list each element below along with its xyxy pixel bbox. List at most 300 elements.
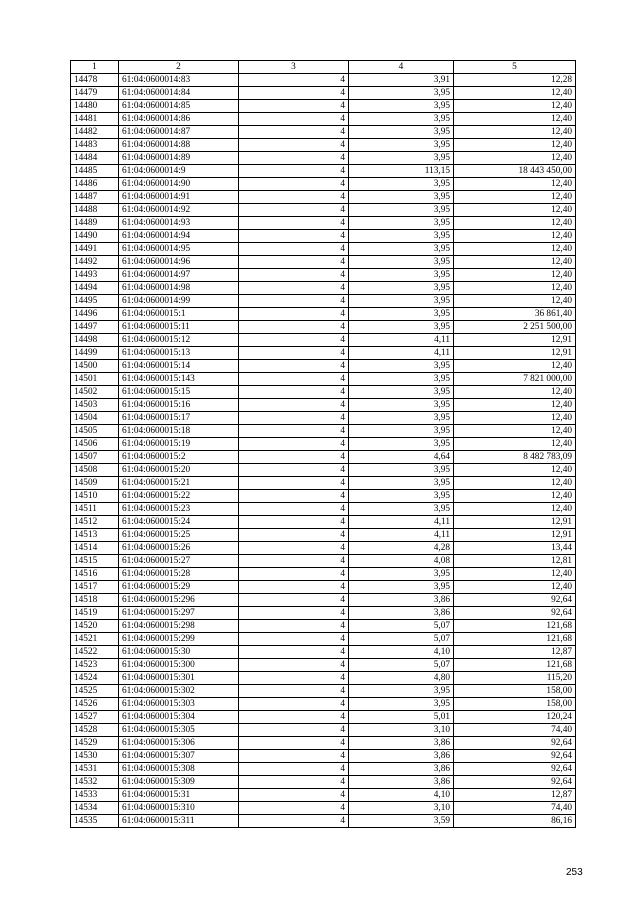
table-cell: 12,40: [454, 100, 576, 113]
table-cell: 3,59: [349, 815, 454, 828]
table-cell: 3,95: [349, 139, 454, 152]
table-row: [71, 126, 576, 139]
table-cell: 4: [239, 503, 349, 516]
table-cell: 4: [239, 256, 349, 269]
table-row: [71, 425, 576, 438]
table-cell: 3,95: [349, 282, 454, 295]
table-cell: 12,91: [454, 347, 576, 360]
table-row: [71, 633, 576, 646]
table-cell: 12,40: [454, 477, 576, 490]
table-row: [71, 347, 576, 360]
table-cell: 61:04:0600015:16: [119, 399, 239, 412]
table-row: [71, 698, 576, 711]
table-body: [71, 74, 576, 828]
column-header: 3: [239, 61, 349, 74]
table-cell: 121,68: [454, 659, 576, 672]
table-row: [71, 802, 576, 815]
table-cell: 4: [239, 802, 349, 815]
table-cell: 92,64: [454, 750, 576, 763]
table-row: [71, 620, 576, 633]
table-cell: 3,95: [349, 243, 454, 256]
table-cell: 14482: [71, 126, 119, 139]
table-cell: 61:04:0600015:25: [119, 529, 239, 542]
table-cell: 61:04:0600015:311: [119, 815, 239, 828]
table-cell: 14507: [71, 451, 119, 464]
table-cell: 4: [239, 516, 349, 529]
table-cell: 4: [239, 477, 349, 490]
table-cell: 14519: [71, 607, 119, 620]
table-cell: 3,95: [349, 256, 454, 269]
table-cell: 14493: [71, 269, 119, 282]
table-cell: 14534: [71, 802, 119, 815]
table-cell: 61:04:0600015:299: [119, 633, 239, 646]
table-cell: 4: [239, 126, 349, 139]
table-cell: 4: [239, 282, 349, 295]
table-cell: 61:04:0600015:20: [119, 464, 239, 477]
table-cell: 113,15: [349, 165, 454, 178]
table-cell: 13,44: [454, 542, 576, 555]
table-row: [71, 282, 576, 295]
table-cell: 3,95: [349, 321, 454, 334]
table-cell: 12,40: [454, 191, 576, 204]
table-cell: 120,24: [454, 711, 576, 724]
table-cell: 14500: [71, 360, 119, 373]
table-cell: 12,40: [454, 295, 576, 308]
table-cell: 61:04:0600015:21: [119, 477, 239, 490]
column-header: 1: [71, 61, 119, 74]
table-cell: 61:04:0600015:17: [119, 412, 239, 425]
table-cell: 14520: [71, 620, 119, 633]
table-cell: 14524: [71, 672, 119, 685]
table-cell: 61:04:0600014:85: [119, 100, 239, 113]
table-row: [71, 373, 576, 386]
table-cell: 4: [239, 113, 349, 126]
table-cell: 61:04:0600015:31: [119, 789, 239, 802]
table-row: [71, 178, 576, 191]
table-cell: 4: [239, 165, 349, 178]
table-row: [71, 750, 576, 763]
table-cell: 61:04:0600015:15: [119, 386, 239, 399]
table-cell: 3,95: [349, 230, 454, 243]
table-cell: 61:04:0600015:18: [119, 425, 239, 438]
table-cell: 3,10: [349, 724, 454, 737]
table-cell: 4: [239, 295, 349, 308]
table-row: [71, 815, 576, 828]
table-cell: 14490: [71, 230, 119, 243]
table-cell: 3,86: [349, 763, 454, 776]
table-cell: 61:04:0600014:83: [119, 74, 239, 87]
table-row: [71, 204, 576, 217]
table-cell: 61:04:0600015:306: [119, 737, 239, 750]
table-cell: 4: [239, 152, 349, 165]
table-cell: 12,40: [454, 204, 576, 217]
table-cell: 12,40: [454, 399, 576, 412]
table-cell: 14530: [71, 750, 119, 763]
table-cell: 4: [239, 633, 349, 646]
table-cell: 8 482 783,09: [454, 451, 576, 464]
table-cell: 61:04:0600015:310: [119, 802, 239, 815]
table-cell: 4: [239, 217, 349, 230]
table-cell: 4: [239, 87, 349, 100]
table-cell: 61:04:0600014:97: [119, 269, 239, 282]
table-row: [71, 113, 576, 126]
table-cell: 12,91: [454, 529, 576, 542]
table-cell: 4: [239, 243, 349, 256]
table-row: [71, 581, 576, 594]
table-cell: 14529: [71, 737, 119, 750]
table-cell: 4: [239, 529, 349, 542]
table-cell: 3,95: [349, 360, 454, 373]
table-cell: 5,07: [349, 633, 454, 646]
table-row: [71, 503, 576, 516]
table-cell: 3,95: [349, 438, 454, 451]
table-cell: 3,95: [349, 568, 454, 581]
table-cell: 14511: [71, 503, 119, 516]
table-cell: 14501: [71, 373, 119, 386]
table-cell: 61:04:0600015:297: [119, 607, 239, 620]
table-cell: 61:04:0600015:24: [119, 516, 239, 529]
table-row: [71, 711, 576, 724]
table-cell: 61:04:0600014:92: [119, 204, 239, 217]
table-cell: 14488: [71, 204, 119, 217]
table-cell: 4: [239, 360, 349, 373]
table-cell: 3,95: [349, 399, 454, 412]
table-cell: 61:04:0600015:308: [119, 763, 239, 776]
table-cell: 4,08: [349, 555, 454, 568]
table-cell: 3,95: [349, 191, 454, 204]
table-row: [71, 230, 576, 243]
table-cell: 14503: [71, 399, 119, 412]
table-cell: 4,80: [349, 672, 454, 685]
table-row: [71, 607, 576, 620]
table-cell: 61:04:0600014:98: [119, 282, 239, 295]
table-cell: 12,91: [454, 334, 576, 347]
table-cell: 61:04:0600015:301: [119, 672, 239, 685]
column-header: 5: [454, 61, 576, 74]
table-cell: 61:04:0600014:84: [119, 87, 239, 100]
table-row: [71, 74, 576, 87]
table-cell: 4: [239, 789, 349, 802]
table-cell: 3,95: [349, 100, 454, 113]
table-cell: 4: [239, 659, 349, 672]
table-cell: 3,95: [349, 386, 454, 399]
table-cell: 3,95: [349, 464, 454, 477]
table-cell: 14513: [71, 529, 119, 542]
table-cell: 14478: [71, 74, 119, 87]
table-cell: 61:04:0600014:87: [119, 126, 239, 139]
table-cell: 4: [239, 776, 349, 789]
table-cell: 4: [239, 178, 349, 191]
table-cell: 14516: [71, 568, 119, 581]
table-cell: 61:04:0600015:13: [119, 347, 239, 360]
table-cell: 4: [239, 685, 349, 698]
table-cell: 61:04:0600015:296: [119, 594, 239, 607]
table-cell: 115,20: [454, 672, 576, 685]
table-cell: 4: [239, 815, 349, 828]
column-header: 4: [349, 61, 454, 74]
table-cell: 4: [239, 230, 349, 243]
table-cell: 3,95: [349, 685, 454, 698]
table-row: [71, 295, 576, 308]
table-cell: 12,40: [454, 87, 576, 100]
table-cell: 12,40: [454, 386, 576, 399]
table-cell: 14515: [71, 555, 119, 568]
table-row: [71, 490, 576, 503]
table-cell: 92,64: [454, 737, 576, 750]
table-cell: 18 443 450,00: [454, 165, 576, 178]
table-row: [71, 555, 576, 568]
table-cell: 4: [239, 464, 349, 477]
table-cell: 12,87: [454, 789, 576, 802]
table-cell: 4: [239, 672, 349, 685]
table-cell: 61:04:0600015:300: [119, 659, 239, 672]
table-cell: 61:04:0600014:99: [119, 295, 239, 308]
table-cell: 14504: [71, 412, 119, 425]
table-cell: 12,40: [454, 256, 576, 269]
table-row: [71, 646, 576, 659]
table-row: [71, 256, 576, 269]
table-cell: 12,40: [454, 425, 576, 438]
table-cell: 74,40: [454, 724, 576, 737]
table-cell: 61:04:0600014:94: [119, 230, 239, 243]
table-cell: 5,07: [349, 659, 454, 672]
table-cell: 12,40: [454, 139, 576, 152]
table-cell: 14509: [71, 477, 119, 490]
table-cell: 4,11: [349, 529, 454, 542]
table-cell: 12,40: [454, 269, 576, 282]
table-cell: 61:04:0600015:12: [119, 334, 239, 347]
table-row: [71, 789, 576, 802]
table-cell: 14523: [71, 659, 119, 672]
table-cell: 3,10: [349, 802, 454, 815]
table-cell: 14492: [71, 256, 119, 269]
table-cell: 14480: [71, 100, 119, 113]
table-cell: 12,87: [454, 646, 576, 659]
table-cell: 14531: [71, 763, 119, 776]
table-cell: 14506: [71, 438, 119, 451]
table-cell: 4: [239, 334, 349, 347]
table-cell: 4: [239, 750, 349, 763]
table-row: [71, 724, 576, 737]
table-row: [71, 308, 576, 321]
table-cell: 14487: [71, 191, 119, 204]
table-cell: 3,95: [349, 295, 454, 308]
table-cell: 92,64: [454, 607, 576, 620]
table-row: [71, 100, 576, 113]
table-cell: 4: [239, 269, 349, 282]
table-cell: 3,86: [349, 594, 454, 607]
table-cell: 12,40: [454, 113, 576, 126]
table-cell: 14495: [71, 295, 119, 308]
table-cell: 4: [239, 412, 349, 425]
table-cell: 3,95: [349, 412, 454, 425]
table-cell: 14528: [71, 724, 119, 737]
table-cell: 12,40: [454, 178, 576, 191]
table-header-row: [71, 61, 576, 74]
table-cell: 12,40: [454, 152, 576, 165]
table-cell: 4,64: [349, 451, 454, 464]
table-row: [71, 139, 576, 152]
table-cell: 3,95: [349, 308, 454, 321]
table-cell: 61:04:0600015:298: [119, 620, 239, 633]
table-cell: 5,07: [349, 620, 454, 633]
table-cell: 3,95: [349, 581, 454, 594]
table-row: [71, 269, 576, 282]
table-cell: 61:04:0600015:143: [119, 373, 239, 386]
table-cell: 4: [239, 737, 349, 750]
table-cell: 61:04:0600015:304: [119, 711, 239, 724]
table-cell: 4: [239, 763, 349, 776]
table-cell: 14526: [71, 698, 119, 711]
table-cell: 4,11: [349, 347, 454, 360]
table-cell: 61:04:0600015:302: [119, 685, 239, 698]
table-cell: 158,00: [454, 698, 576, 711]
table-cell: 61:04:0600015:307: [119, 750, 239, 763]
table-row: [71, 360, 576, 373]
table-cell: 12,40: [454, 282, 576, 295]
table-cell: 12,40: [454, 581, 576, 594]
table-row: [71, 165, 576, 178]
table-row: [71, 243, 576, 256]
table-cell: 92,64: [454, 763, 576, 776]
table-cell: 61:04:0600015:303: [119, 698, 239, 711]
table-cell: 14510: [71, 490, 119, 503]
table-cell: 12,40: [454, 230, 576, 243]
table-cell: 61:04:0600014:88: [119, 139, 239, 152]
table-cell: 14527: [71, 711, 119, 724]
data-table: [70, 60, 576, 828]
table-row: [71, 191, 576, 204]
table-cell: 14486: [71, 178, 119, 191]
table-row: [71, 451, 576, 464]
table-cell: 14533: [71, 789, 119, 802]
table-cell: 3,95: [349, 490, 454, 503]
table-cell: 3,86: [349, 776, 454, 789]
table-cell: 4: [239, 698, 349, 711]
table-cell: 3,95: [349, 217, 454, 230]
table-row: [71, 529, 576, 542]
table-cell: 12,40: [454, 126, 576, 139]
table-cell: 12,40: [454, 568, 576, 581]
table-cell: 61:04:0600014:96: [119, 256, 239, 269]
table-cell: 12,81: [454, 555, 576, 568]
table-cell: 3,95: [349, 113, 454, 126]
table-cell: 4: [239, 581, 349, 594]
table-cell: 7 821 000,00: [454, 373, 576, 386]
table-cell: 12,28: [454, 74, 576, 87]
table-cell: 121,68: [454, 620, 576, 633]
table-cell: 4: [239, 425, 349, 438]
table-cell: 5,01: [349, 711, 454, 724]
table-cell: 14525: [71, 685, 119, 698]
table-cell: 3,95: [349, 503, 454, 516]
table-cell: 3,95: [349, 269, 454, 282]
table-cell: 92,64: [454, 776, 576, 789]
table-cell: 14508: [71, 464, 119, 477]
table-cell: 4: [239, 724, 349, 737]
table-cell: 14502: [71, 386, 119, 399]
table-cell: 61:04:0600015:22: [119, 490, 239, 503]
table-cell: 3,86: [349, 737, 454, 750]
table-cell: 14485: [71, 165, 119, 178]
table-cell: 4: [239, 321, 349, 334]
table-cell: 61:04:0600014:95: [119, 243, 239, 256]
table-cell: 61:04:0600015:11: [119, 321, 239, 334]
table-cell: 3,91: [349, 74, 454, 87]
table-row: [71, 776, 576, 789]
table-cell: 121,68: [454, 633, 576, 646]
table-cell: 12,40: [454, 360, 576, 373]
table-cell: 14517: [71, 581, 119, 594]
table-row: [71, 672, 576, 685]
table-cell: 14518: [71, 594, 119, 607]
table-cell: 14483: [71, 139, 119, 152]
table-cell: 4: [239, 711, 349, 724]
table-cell: 61:04:0600015:28: [119, 568, 239, 581]
table-cell: 2 251 500,00: [454, 321, 576, 334]
table-cell: 4,10: [349, 646, 454, 659]
table-cell: 4,11: [349, 334, 454, 347]
table-cell: 14522: [71, 646, 119, 659]
table-cell: 12,40: [454, 503, 576, 516]
table-cell: 4: [239, 568, 349, 581]
table-cell: 4: [239, 308, 349, 321]
table-cell: 61:04:0600015:23: [119, 503, 239, 516]
table-row: [71, 594, 576, 607]
table-cell: 158,00: [454, 685, 576, 698]
table-cell: 4: [239, 620, 349, 633]
table-cell: 4: [239, 74, 349, 87]
table-cell: 14505: [71, 425, 119, 438]
table-row: [71, 685, 576, 698]
table-cell: 61:04:0600014:86: [119, 113, 239, 126]
table-cell: 14512: [71, 516, 119, 529]
table-cell: 4: [239, 139, 349, 152]
table-cell: 3,86: [349, 750, 454, 763]
table-cell: 14497: [71, 321, 119, 334]
table-cell: 61:04:0600015:2: [119, 451, 239, 464]
table-cell: 86,16: [454, 815, 576, 828]
table-cell: 61:04:0600014:89: [119, 152, 239, 165]
table-cell: 14514: [71, 542, 119, 555]
table-cell: 61:04:0600015:19: [119, 438, 239, 451]
table-row: [71, 321, 576, 334]
table-row: [71, 568, 576, 581]
table-cell: 61:04:0600015:14: [119, 360, 239, 373]
table-cell: 61:04:0600014:93: [119, 217, 239, 230]
table-cell: 12,40: [454, 412, 576, 425]
table-cell: 14532: [71, 776, 119, 789]
table-cell: 3,86: [349, 607, 454, 620]
table-cell: 61:04:0600014:9: [119, 165, 239, 178]
table-row: [71, 542, 576, 555]
table-row: [71, 763, 576, 776]
table-row: [71, 477, 576, 490]
table-cell: 14499: [71, 347, 119, 360]
page-number: 253: [566, 867, 583, 878]
table-cell: 14535: [71, 815, 119, 828]
table-cell: 3,95: [349, 373, 454, 386]
table-row: [71, 737, 576, 750]
table-row: [71, 412, 576, 425]
table-cell: 12,91: [454, 516, 576, 529]
table-row: [71, 152, 576, 165]
table-row: [71, 87, 576, 100]
table-cell: 14494: [71, 282, 119, 295]
table-cell: 12,40: [454, 243, 576, 256]
table-cell: 4,10: [349, 789, 454, 802]
table-cell: 14496: [71, 308, 119, 321]
